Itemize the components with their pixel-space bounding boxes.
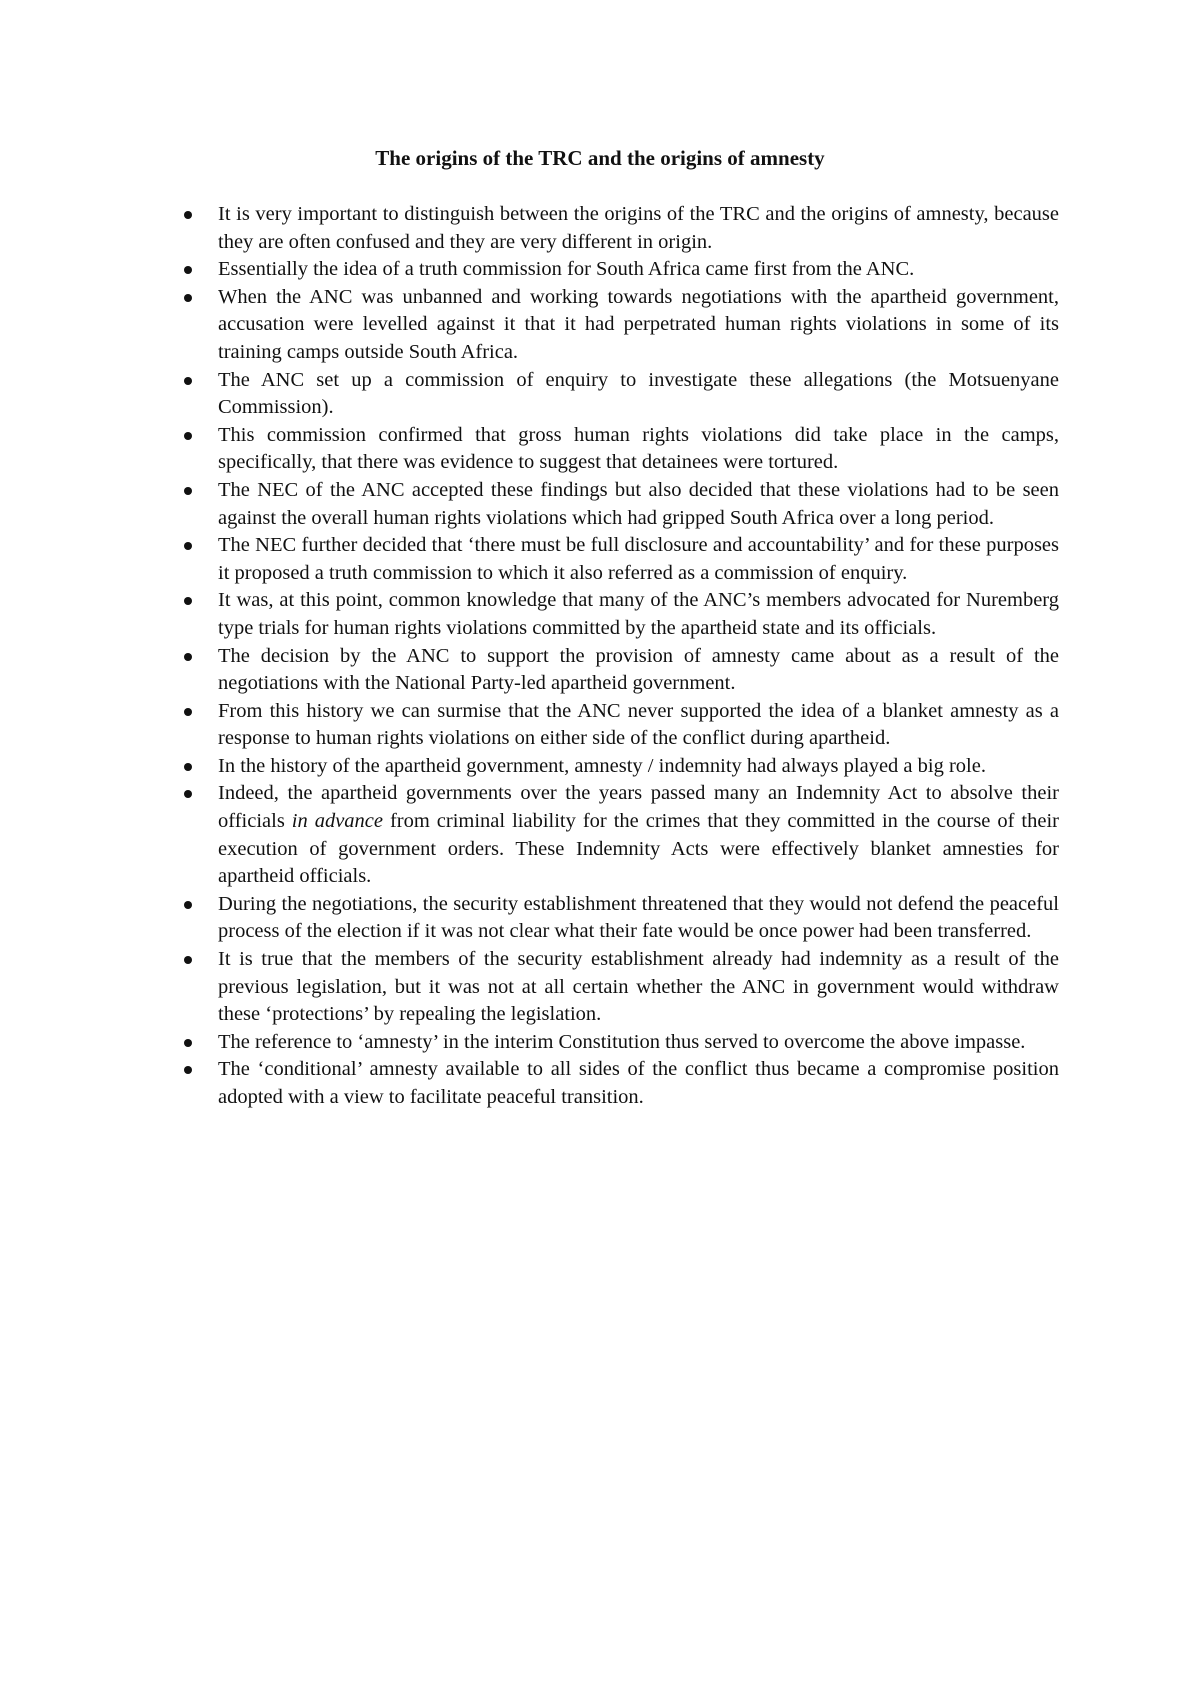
list-item-text: The reference to ‘amnesty’ in the interim Constitution thus served to overcome the above impasse. [218, 1030, 1026, 1053]
list-item [218, 477, 1059, 532]
bullet-icon [184, 266, 192, 274]
list-item-text: The NEC of the ANC accepted these findings but also decided that these violations had to be seen against the overall human rights violations which had gripped South Africa over a long period. [218, 478, 1059, 529]
list-item [218, 587, 1059, 642]
list-item [218, 698, 1059, 753]
list-item [218, 1029, 1059, 1057]
list-item [218, 367, 1059, 422]
bullet-icon [184, 956, 192, 964]
bullet-icon [184, 211, 192, 219]
list-item-text-before: Indeed, the apartheid governments over the years passed many an Indemnity Act to absolve their officials [218, 782, 1059, 833]
list-item-text: It is very important to distinguish between the origins of the TRC and the origins of amnesty, because they are often confused and they are very different in origin. [218, 203, 1059, 253]
list-item [218, 780, 1059, 890]
bullet-icon [184, 597, 192, 605]
list-item-text: It was, at this point, common knowledge that many of the ANC’s members advocated for Nuremberg type trials for human rights violations committed by the apartheid state and its officials. [218, 589, 1059, 639]
list-item-text: It is true that the members of the security establishment already had indemnity as a result of the previous legislation, but it was not at all certain whether the ANC in government would withdraw these ‘protections’ by repealing the legislation. [218, 948, 1059, 1026]
list-item-text: Essentially the idea of a truth commission for South Africa came first from the ANC. [218, 258, 915, 281]
bullet-icon [184, 653, 192, 661]
list-item-text: The decision by the ANC to support the provision of amnesty came about as a result of the negotiations with the National Party-led apartheid government. [218, 644, 1059, 695]
list-item-emphasis: in advance [291, 810, 383, 833]
list-item-text: From this history we can surmise that the ANC never supported the idea of a blanket amnesty as a response to human rights violations on either side of the conflict during apartheid. [218, 699, 1059, 750]
list-item-text: During the negotiations, the security establishment threatened that they would not defend the peaceful process of the election if it was not clear what their fate would be once power had been transferred. [218, 892, 1059, 943]
bullet-icon [184, 901, 192, 909]
list-item [218, 1056, 1059, 1111]
list-item [218, 946, 1059, 1029]
bullet-icon [184, 487, 192, 495]
document-title: The origins of the TRC and the origins of amnesty [375, 146, 825, 170]
bullet-list [218, 201, 1059, 1112]
bullet-icon [184, 1066, 192, 1074]
list-item [218, 256, 1059, 284]
bullet-icon [184, 708, 192, 716]
list-item [218, 753, 1059, 781]
bullet-icon [184, 294, 192, 302]
list-item [218, 532, 1059, 587]
list-item-text: The ANC set up a commission of enquiry to investigate these allegations (the Motsuenyane Commission). [218, 368, 1059, 419]
bullet-icon [184, 763, 192, 771]
list-item [218, 422, 1059, 477]
list-item-text: The ‘conditional’ amnesty available to all sides of the conflict thus became a compromise position adopted with a view to facilitate peaceful transition. [218, 1058, 1059, 1108]
bullet-icon [184, 790, 192, 798]
list-item-text: The NEC further decided that ‘there must be full disclosure and accountability’ and for these purposes it proposed a truth commission to which it also referred as a commission of enquiry. [218, 534, 1059, 584]
bullet-icon [184, 432, 192, 440]
bullet-icon [184, 377, 192, 385]
list-item [218, 891, 1059, 946]
list-item-text: In the history of the apartheid government, amnesty / indemnity had always played a big role. [218, 754, 986, 777]
list-item [218, 201, 1059, 256]
bullet-icon [184, 1039, 192, 1047]
list-item-text-after: from criminal liability for the crimes that they committed in the course of their execution of government orders. These Indemnity Acts were effectively blanket amnesties for apartheid officials. [218, 810, 1059, 888]
list-item [218, 284, 1059, 367]
list-item-text: This commission confirmed that gross human rights violations did take place in the camps, specifically, that there was evidence to suggest that detainees were tortured. [218, 423, 1059, 474]
list-item [218, 643, 1059, 698]
bullet-icon [184, 542, 192, 550]
list-item-text: When the ANC was unbanned and working towards negotiations with the apartheid government, accusation were levelled against it that it had perpetrated human rights violations in some of its training camps outside South Africa. [218, 285, 1059, 363]
